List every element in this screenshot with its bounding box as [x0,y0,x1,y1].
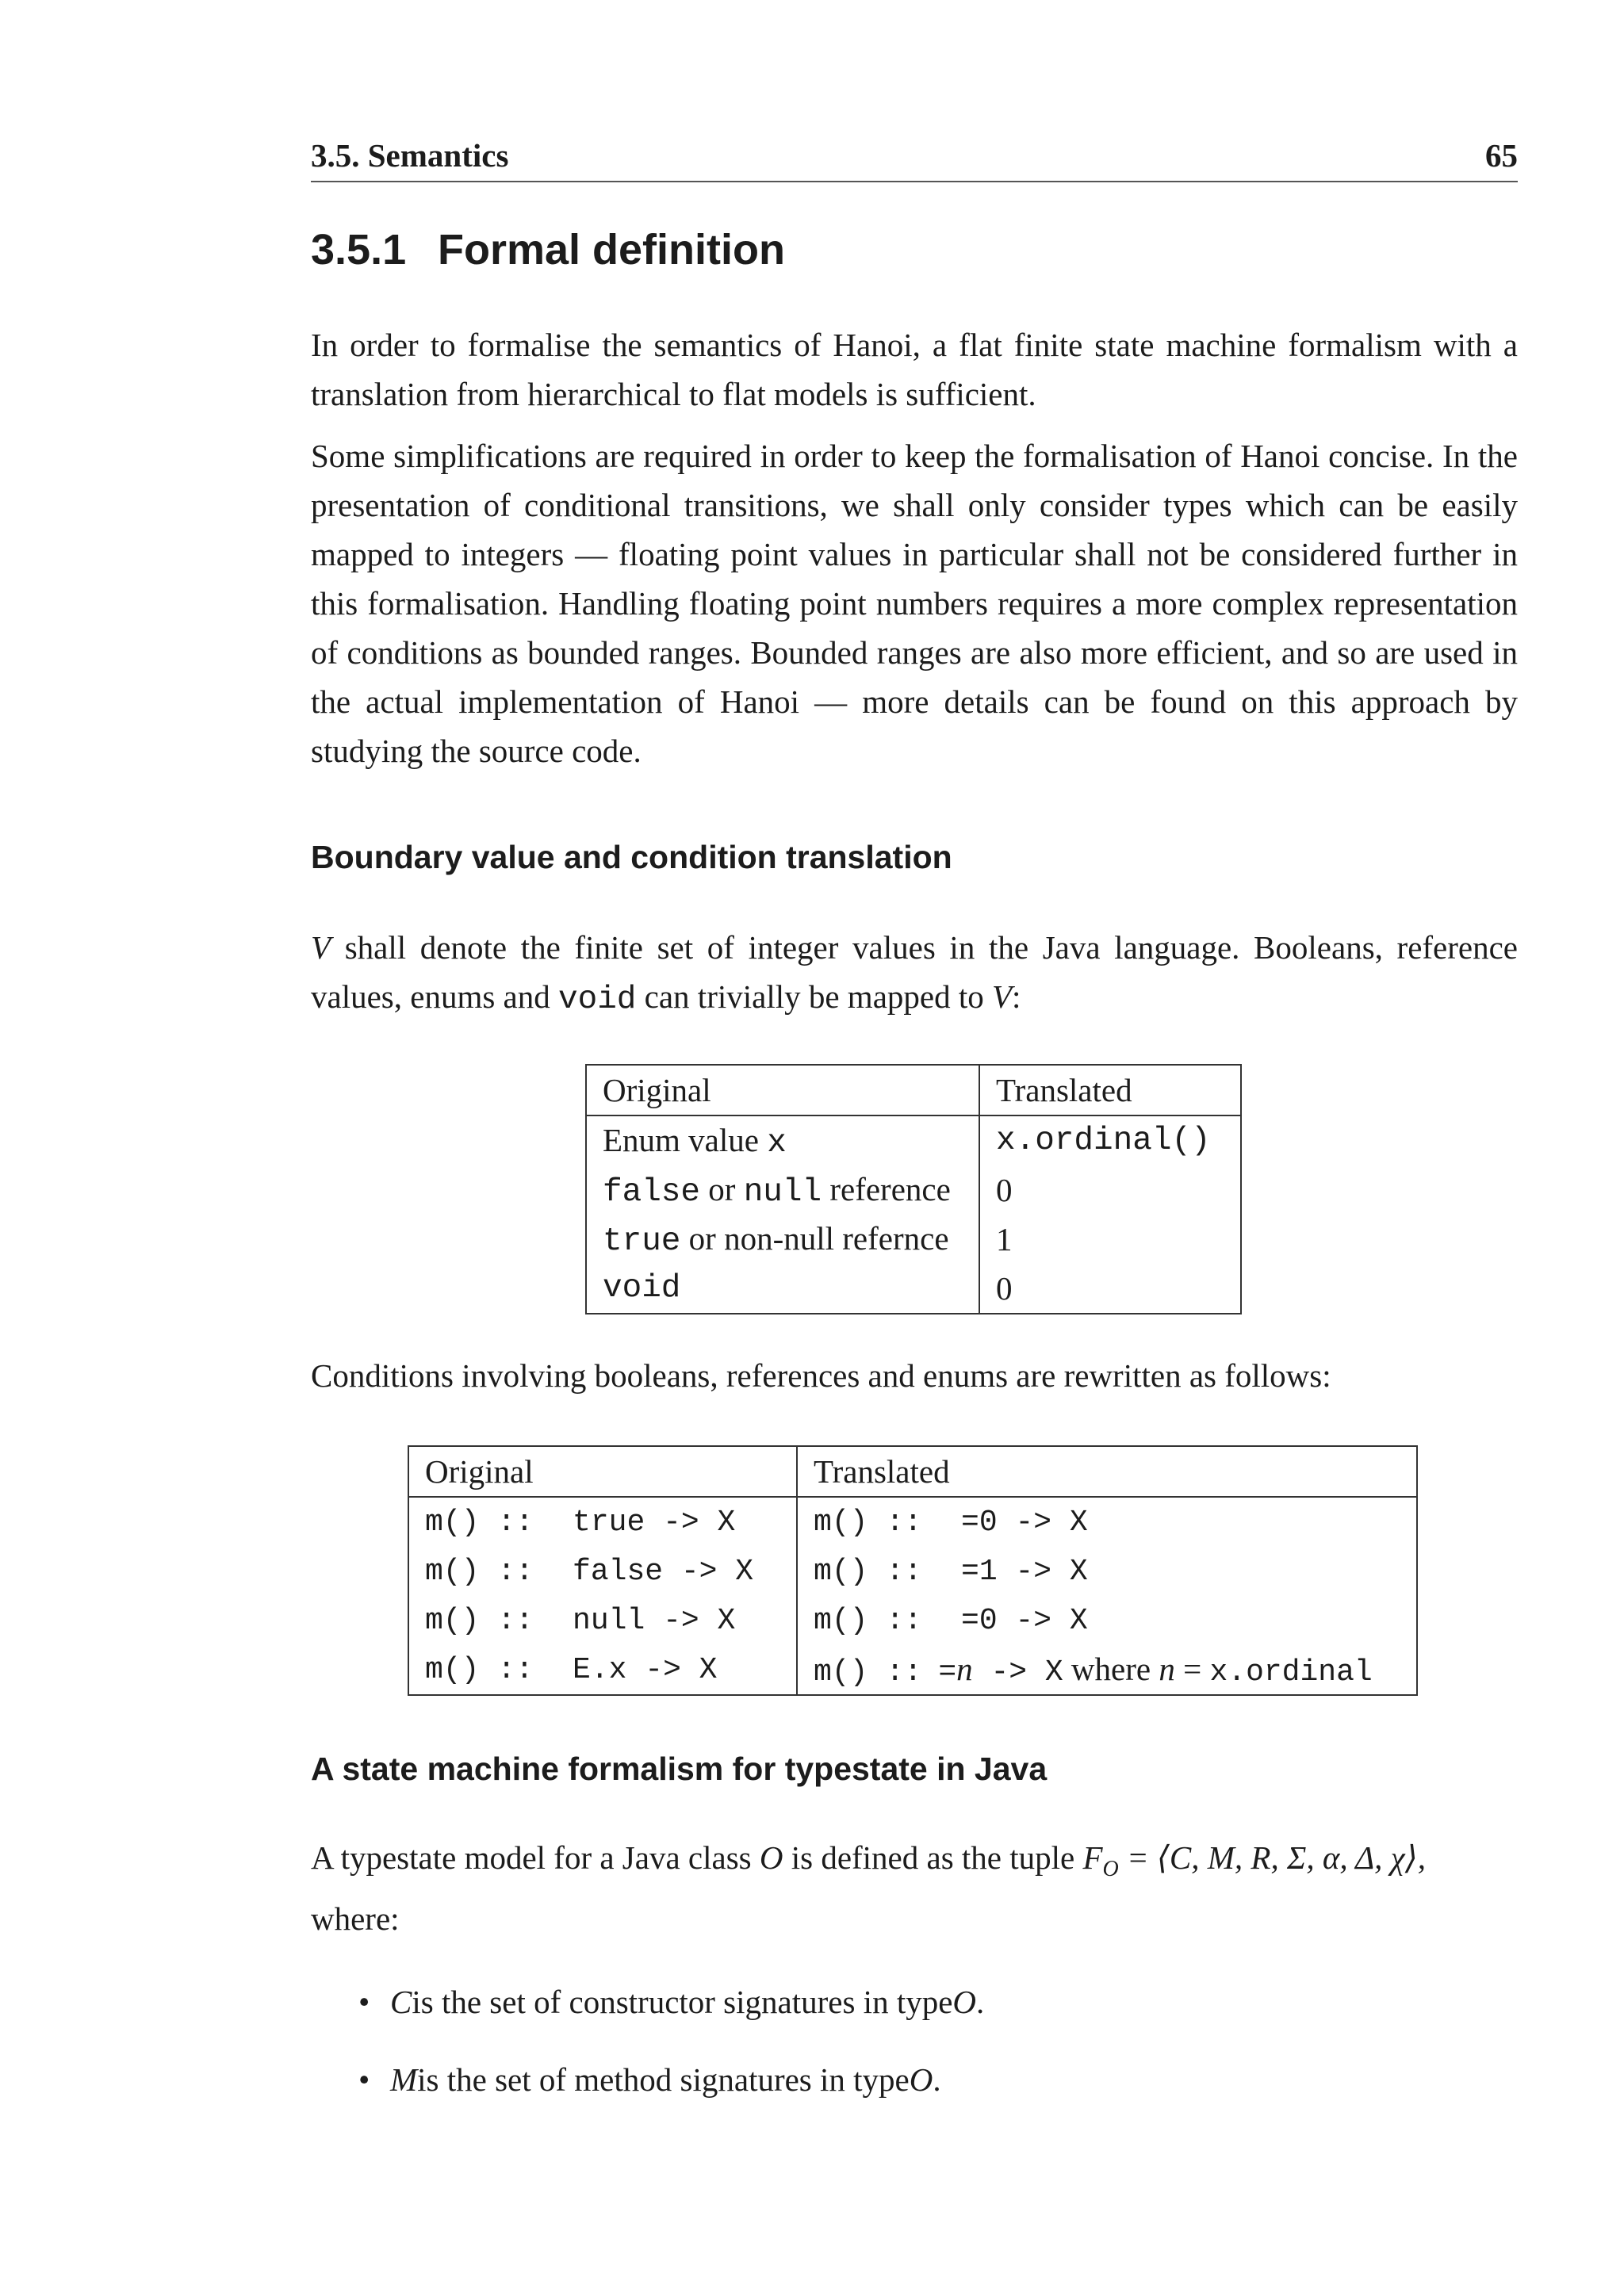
cell-text: or non-null refernce [680,1219,949,1257]
conditions-paragraph: Conditions involving booleans, references and enums are rewritten as follows: [311,1357,1331,1394]
table-header-row [408,1446,1417,1497]
cell-translated: 0 [996,1270,1013,1307]
intro-paragraph: In order to formalise the semantics of Hanoi, a flat finite state machine formalism with a translation from hierarchical to flat models is sufficient. [311,327,1518,412]
table-row [408,1547,1417,1596]
table-row [586,1264,1241,1314]
cell-translated [797,1497,1417,1547]
math-symbol: C [390,1984,412,2020]
code-method: m() :: [814,1506,922,1540]
cell-code: x [767,1124,787,1161]
code-condition: =0 -> X [961,1506,1088,1540]
list-item-end: . [933,2061,941,2098]
math-v-2: V [991,978,1013,1015]
table-row [586,1165,1241,1215]
cell-text: reference [822,1170,951,1207]
math-f: F [1082,1839,1103,1876]
cell-original [586,1215,979,1264]
code-condition: E.x -> X [573,1653,718,1687]
section-number: 3.5.1 [311,226,407,274]
cell-original [586,1115,979,1165]
simplifications-paragraph: Some simplifications are required in order to keep the formalisation of Hanoi concise. In the presentation of conditional transitions, we shall only consider types which can be easily mapped to integers — floating point values in particular shall not be considered further in this formalisation. Handling floating point numbers requires a more complex representation of conditions as bounded ranges. Bounded ranges are also more efficient, and so are used in the actual implementation of Hanoi — more details can be found on this approach by studying the source code. [311,438,1518,769]
code-method: m() :: [814,1555,922,1589]
table-row [408,1596,1417,1645]
code-condition: = [938,1655,957,1689]
cell-translated: 0 [996,1172,1013,1208]
where-text: where [1063,1651,1159,1687]
cell-original [586,1165,979,1215]
model-text-2: is defined as the tuple [783,1839,1083,1876]
code-method: m() :: [425,1604,534,1638]
cell-text: or [700,1170,744,1207]
subheading-formalism: A state machine formalism for typestate in Java [311,1751,1048,1787]
table-row [408,1497,1417,1547]
table-header-row [586,1065,1241,1115]
cell-translated: 1 [996,1221,1013,1257]
math-subscript-o: O [1102,1857,1119,1882]
math-n: n [1159,1651,1175,1687]
list-item-text: is the set of method signatures in type [417,2061,910,2098]
table-row [586,1215,1241,1264]
bullet-icon: • [358,2061,370,2098]
header-original: Original [408,1446,797,1497]
code-condition: true -> X [573,1506,736,1540]
list-item-end: . [976,1984,985,2020]
boundary-paragraph [311,923,1518,1024]
model-text-1: A typestate model for a Java class [311,1839,760,1876]
table-row [408,1645,1417,1695]
header-section: 3.5. Semantics [311,137,509,174]
model-paragraph [311,1833,1518,1943]
bullet-icon: • [358,1984,370,2020]
value-translation-table [585,1064,1242,1314]
cell-translated [797,1596,1417,1645]
boundary-text-3: : [1012,978,1021,1015]
code-condition: null -> X [573,1604,736,1638]
code-method: m() :: [425,1555,534,1589]
cell-code: false [603,1173,701,1211]
definition-list [358,1977,984,2133]
cell-code: true [603,1223,681,1260]
list-item [358,1977,984,2026]
cell-code: null [743,1173,822,1211]
code-target: -> X [972,1655,1063,1689]
header-original: Original [586,1065,979,1115]
math-o: O [952,1984,977,2020]
cell-translated [797,1547,1417,1596]
model-text-where: where: [311,1900,400,1938]
list-item [358,2055,984,2104]
header-translated: Translated [979,1065,1241,1115]
cell-text: Enum value [603,1121,768,1158]
table-row [586,1115,1241,1165]
code-method: m() :: [814,1655,922,1689]
code-condition: =0 -> X [961,1604,1088,1638]
page-number: 65 [1485,137,1518,174]
condition-translation-table [408,1445,1418,1696]
code-condition: =1 -> X [961,1555,1088,1589]
code-method: m() :: [425,1653,534,1687]
code-ordinal: x.ordinal [1209,1655,1373,1689]
running-header [311,136,1518,182]
equals-sign: = [1174,1651,1210,1687]
cell-original [408,1596,797,1645]
math-o: O [759,1839,783,1876]
math-o: O [909,2061,933,2098]
cell-original [408,1497,797,1547]
math-n: n [956,1651,973,1687]
code-method: m() :: [814,1604,922,1638]
math-v: V [311,929,331,966]
code-method: m() :: [425,1506,534,1540]
cell-translated [797,1645,1417,1695]
void-keyword: void [557,982,637,1018]
boundary-text-1: shall denote the finite set of integer values in the Java language. Booleans, reference values, enums and [311,929,1518,1015]
section-title [311,225,785,274]
code-condition: false -> X [573,1555,754,1589]
math-symbol: M [390,2061,418,2098]
section-title-text: Formal definition [438,226,785,274]
cell-translated: x.ordinal() [996,1123,1211,1159]
boundary-text-2: can trivially be mapped to [636,978,992,1015]
list-item-text: is the set of constructor signatures in type [412,1984,953,2020]
cell-original [408,1547,797,1596]
subheading-boundary: Boundary value and condition translation [311,839,952,875]
cell-original [408,1645,797,1695]
math-tuple: = ⟨C, M, R, Σ, α, Δ, χ⟩, [1118,1839,1426,1876]
cell-original: void [586,1264,979,1314]
header-translated: Translated [797,1446,1417,1497]
